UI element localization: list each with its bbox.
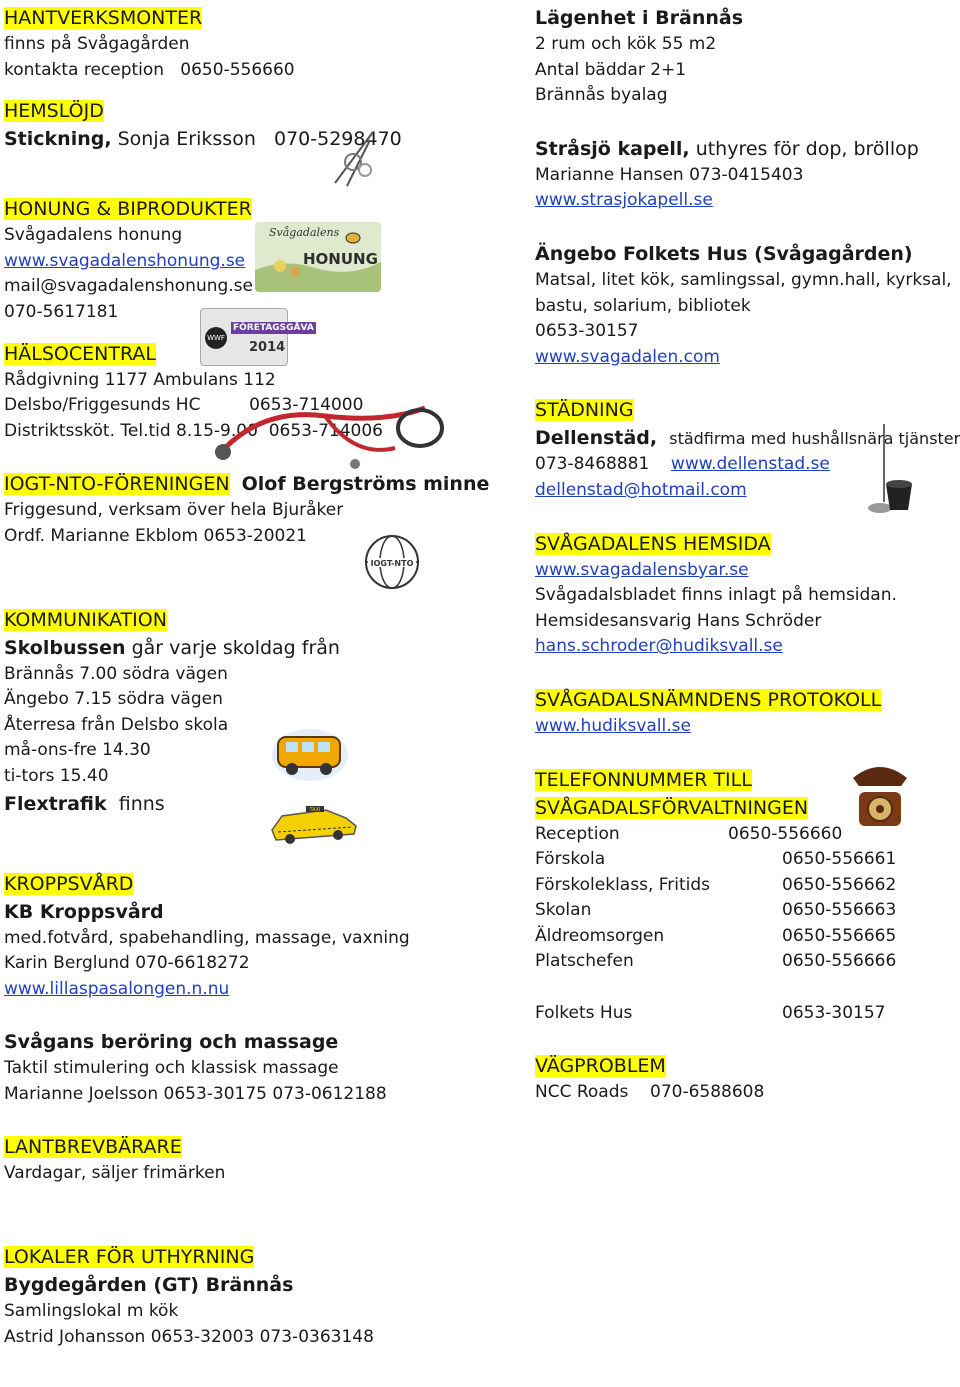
- komm-line5: må-ons-fre 14.30: [4, 740, 151, 761]
- taxi-icon: [268, 800, 360, 846]
- bus-icon: [270, 715, 350, 785]
- telefon-table: [535, 822, 960, 1027]
- telefon-row: Reception 0650-556660: [535, 823, 843, 844]
- hemsida-line1: Svågadalsbladet finns inlagt på hemsidan.: [535, 585, 897, 606]
- heading-lantbrev: LANTBREVBÄRARE: [4, 1136, 182, 1159]
- hantverk-line2: kontakta reception 0650-556660: [4, 59, 295, 80]
- lagenhet-line1: 2 rum och kök 55 m2: [535, 34, 717, 54]
- honung-phone: 070-5617181: [4, 301, 119, 322]
- telefon-row: Äldreomsorgen 0650-556665: [535, 925, 897, 946]
- knitting-icon: [325, 128, 385, 188]
- komm-line1: Skolbussen går varje skoldag från: [4, 636, 340, 659]
- kropp-sub: KB Kroppsvård: [4, 900, 164, 923]
- angebo-url-link[interactable]: www.svagadalen.com: [535, 346, 720, 367]
- svagan-heading: Svågans beröring och massage: [4, 1031, 339, 1054]
- heading-hemslojd: HEMSLÖJD: [4, 100, 104, 123]
- komm-line7: Flextrafik finns: [4, 792, 165, 815]
- hemsida-url-link[interactable]: www.svagadalensbyar.se: [535, 559, 749, 580]
- angebo-line1: Matsal, litet kök, samlingssal, gymn.hall, kyrksal,: [535, 269, 952, 290]
- komm-line2: Brännås 7.00 södra vägen: [4, 663, 228, 684]
- stadning-line1: Dellenstäd, städfirma med hushållsnära tjänster: [535, 427, 960, 450]
- heading-hemsida: SVÅGADALENS HEMSIDA: [535, 532, 771, 555]
- svagan-line2: Marianne Joelsson 0653-30175 073-0612188: [4, 1083, 387, 1104]
- stadning-line2: 073-8468881 www.dellenstad.se: [535, 454, 830, 475]
- heading-protokoll: SVÅGADALSNÄMNDENS PROTOKOLL: [535, 688, 882, 711]
- iogt-logo: [362, 534, 422, 590]
- heading-kroppsvard: KROPPSVÅRD: [4, 872, 134, 895]
- left-column: [4, 4, 504, 1350]
- svg-text:TAXI: TAXI: [309, 807, 321, 813]
- svg-text:IOGT-NTO: IOGT-NTO: [370, 559, 414, 568]
- telefon-row: Förskola 0650-556661: [535, 849, 897, 870]
- halso-line3: Distriktssköt. Tel.tid 8.15-9.00 0653-714006: [4, 420, 383, 441]
- mop-bucket-icon: [858, 420, 918, 520]
- telephone-icon: [845, 758, 915, 834]
- honung-line1: Svågadalens honung: [4, 225, 183, 246]
- hemslojd-line: Stickning, Sonja Eriksson 070-5298470: [4, 128, 402, 151]
- angebo-line2: bastu, solarium, bibliotek: [535, 295, 751, 316]
- heading-lokaler: LOKALER FÖR UTHYRNING: [4, 1246, 255, 1269]
- lantbrev-line1: Vardagar, säljer frimärken: [4, 1163, 226, 1184]
- right-column: [535, 4, 960, 1106]
- heading-telefon-1: TELEFONNUMMER TILL: [535, 768, 752, 791]
- strasjo-line1: Stråsjö kapell, uthyres för dop, bröllop: [535, 137, 919, 160]
- angebo-heading: Ängebo Folkets Hus (Svågagården): [535, 242, 913, 265]
- panda-icon: WWF: [205, 327, 227, 349]
- lagenhet-line3: Brännås byalag: [535, 85, 668, 106]
- honung-url-link[interactable]: www.svagadalenshonung.se: [4, 250, 246, 271]
- komm-line3: Ängebo 7.15 södra vägen: [4, 689, 223, 710]
- heading-hantverksmonter: HANTVERKSMONTER: [4, 7, 203, 29]
- heading-vagproblem: VÄGPROBLEM: [535, 1055, 666, 1078]
- svagan-line1: Taktil stimulering och klassisk massage: [4, 1058, 339, 1079]
- telefon-row: Skolan 0650-556663: [535, 900, 897, 921]
- komm-line6: ti-tors 15.40: [4, 765, 109, 786]
- hemsida-mail-link[interactable]: hans.schroder@hudiksvall.se: [535, 636, 783, 657]
- halso-line1: Rådgivning 1177 Ambulans 112: [4, 369, 276, 390]
- heading-honung: HONUNG & BIPRODUKTER: [4, 198, 252, 221]
- heading-stadning: STÄDNING: [535, 399, 634, 422]
- hantverk-line1: finns på Svågagården: [4, 34, 190, 54]
- strasjo-line2: Marianne Hansen 073-0415403: [535, 164, 804, 185]
- lokaler-sub: Bygdegården (GT) Brännås: [4, 1274, 294, 1297]
- kropp-url-link[interactable]: www.lillaspasalongen.n.nu: [4, 978, 230, 999]
- heading-kommunikation: KOMMUNIKATION: [4, 608, 167, 631]
- dellenstad-url-link[interactable]: www.dellenstad.se: [670, 454, 830, 475]
- lagenhet-heading: Lägenhet i Brännås: [535, 7, 744, 29]
- iogt-line1: Friggesund, verksam över hela Bjuråker: [4, 500, 344, 521]
- heading-halsocentral: HÄLSOCENTRAL: [4, 342, 156, 365]
- vag-line1: NCC Roads 070-6588608: [535, 1082, 765, 1103]
- hemsida-line2: Hemsidesansvarig Hans Schröder: [535, 610, 822, 631]
- dellenstad-mail-link[interactable]: dellenstad@hotmail.com: [535, 479, 747, 500]
- iogt-heading-line: IOGT-NTO-FÖRENINGEN Olof Bergströms minne: [4, 473, 490, 496]
- kropp-line2: Karin Berglund 070-6618272: [4, 953, 250, 974]
- heading-telefon-2: SVÅGADALSFÖRVALTNINGEN: [535, 796, 809, 819]
- iogt-line2: Ordf. Marianne Ekblom 0653-20021: [4, 525, 307, 546]
- telefon-row: Förskoleklass, Fritids 0650-556662: [535, 874, 897, 895]
- telefon-row: Platschefen 0650-556666: [535, 951, 897, 972]
- halso-line2: Delsbo/Friggesunds HC 0653-714000: [4, 395, 364, 416]
- lokaler-line2: Astrid Johansson 0653-32003 073-0363148: [4, 1326, 374, 1347]
- honung-mail: mail@svagadalenshonung.se: [4, 276, 253, 297]
- wwf-badge: WWF FÖRETAGSGÅVA 2014: [200, 308, 288, 366]
- stethoscope-icon: [205, 388, 450, 488]
- komm-line4: Återresa från Delsbo skola: [4, 714, 229, 735]
- telefon-row-folkets: Folkets Hus 0653-30157: [535, 1002, 886, 1023]
- protokoll-url-link[interactable]: www.hudiksvall.se: [535, 715, 691, 736]
- angebo-line3: 0653-30157: [535, 321, 639, 342]
- lagenhet-line2: Antal bäddar 2+1: [535, 59, 687, 80]
- strasjo-url-link[interactable]: www.strasjokapell.se: [535, 190, 713, 211]
- heading-iogt: IOGT-NTO-FÖRENINGEN: [4, 473, 230, 496]
- lokaler-line1: Samlingslokal m kök: [4, 1301, 179, 1322]
- honung-logo: Svågadalens HONUNG: [255, 222, 381, 292]
- kropp-line1: med.fotvård, spabehandling, massage, vaxning: [4, 927, 410, 948]
